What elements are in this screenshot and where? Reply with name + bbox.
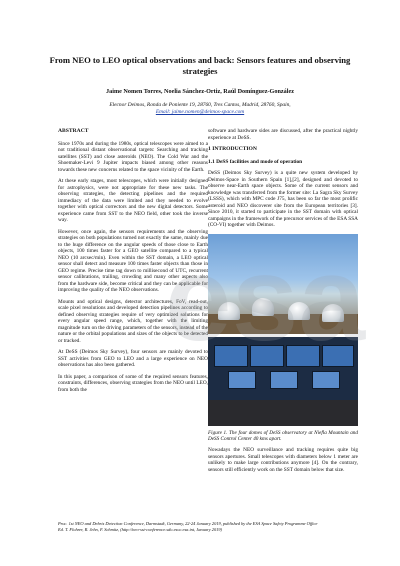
abstract-heading: ABSTRACT (58, 128, 89, 134)
control-screen (312, 371, 340, 389)
author-email-link[interactable]: Email: jaime.nomen@deimos-space.com (155, 109, 245, 115)
affiliation-address: Elecnor Deimos, Ronda de Poniente 19, 28760, Tres Cantos, Madrid, 28760, Spain, (109, 102, 291, 108)
control-desk (208, 400, 358, 426)
abstract-paragraph: At DeSS (Deimos Sky Survey), four sensors are mainly devoted to SST activities from GEO to LEO and a large experience on NEO observations has also been gathered. (58, 349, 208, 368)
control-screen (228, 371, 256, 389)
abstract-paragraph: However, once again, the sensors requirements and the observing strategies on both populations turned not exactly the same, mainly due to the huge difference on the angular speeds of those close to Earth objects, 100 times faster for a GEO satellite compared to a typical NEO (10 arcsec/min). Even within the SST domain, a LEO optical sensor shall detect and measure 100 times faster objects than those in GEO regime. Precise time tag down to millisecond of UTC, recurrent sensor calibrations, trailing, crowding and many other aspects also from the hardware side, become critical and they can be applicable for improving the quality of the NEO observations. (58, 228, 208, 293)
abstract-paragraph: At these early stages, most telescopes, which were initially designed for astrophysics, were not appropriate for these new tasks. The observing strategies, the detecting pipelines and the required immediacy of the data were limited and they needed to evolve together with optical correctors and the new digital detectors. Some experience came from SST to the NEO field, other took the inverse way. (58, 178, 208, 223)
control-screen (322, 345, 354, 367)
control-center-photo (208, 337, 358, 426)
observatory-domes-photo (208, 234, 358, 334)
figure-1-caption: Figure 1. The four domes of DeSS observatory at Niefla Mountain and DeSS Control Center 40 kms apart. (208, 429, 358, 442)
dome-1 (218, 302, 240, 320)
affiliation (40, 102, 360, 116)
figure-1 (208, 234, 358, 426)
dome-4 (322, 304, 344, 322)
abstract-paragraph: Mounts and optical designs, detector architectures, FoV, read-out, scale pixel resolutions and developed detection pipelines according to defined observing strategies require of very optimized solutions for every angular speed range, which, together with the limiting magnitude turn on the driving parameters of the sensors, instead of the nature or the orbital populations and sizes of the objects to be detected or tracked. (58, 298, 208, 344)
paper-authors: Jaime Nomen Torres, Noelia Sánchez-Ortiz, Raúl Domínguez-González (106, 88, 294, 95)
control-screen (250, 345, 284, 367)
control-screen (286, 345, 320, 367)
abstract-paragraph: Since 1970s and during the 1980s, optical telescopes were aimed to a not traditional distant observational targets: Searching and tracking satellites (SST) and close asteroids (NEO). The Cold War and the Shoemaker-Levi 9 Jupiter impacts biased among other reasons towards these new concerns related to the space vicinity of the Earth. (58, 140, 208, 173)
subsection-heading-facilities: 1.1 DeSS facilities and mode of operation (208, 158, 303, 165)
dome-2 (252, 298, 274, 316)
page-footer (58, 521, 358, 533)
abstract-paragraph: In this paper, a comparison of some of the required sensors features, constraints, differences, observing strategies from the NEO until LEO, from both the (58, 373, 208, 393)
watermark-text: esa (164, 235, 366, 365)
footer-editors: Ed. T. Flohrer, R. Jehn, F. Schmitz, (http://neo-sst-conference.sdo.esoc.esa.int, January 2019) (58, 527, 223, 532)
control-screen (214, 345, 248, 367)
abstract-continuation: software and hardware sides are discussed, after the practical nightly experience at DeSS. (208, 128, 358, 141)
control-screen (270, 371, 298, 389)
left-column (58, 128, 208, 398)
paper-title: From NEO to LEO optical observations and back: Sensors features and observing strategies (49, 55, 351, 76)
body-paragraph: Nowadays the NEO surveillance and tracking requires quite big sensors apertures. Small telescopes with diameters below 1 meter are unlikely to make large contributions anymore [4]. On the contrary, sensors still efficiently work on the SST domain below that size. (208, 447, 358, 473)
section-heading-introduction: 1 INTRODUCTION (208, 146, 257, 152)
footer-proceedings: Proc. 1st NEO and Debris Detection Conference, Darmstadt, Germany, 22-24 January 2019, published by the ESA Space Safety Programme Office (58, 521, 318, 526)
right-column (208, 128, 358, 478)
intro-paragraph: DeSS (Deimos Sky Survey) is a quite new system developed by Deimos-Space in Southern Spain [1],[2], designed and devoted to observe near-Earth space objects. Some of the current sensors and knowledge was transferred from the former site: La Sagra Sky Survey (LSSS), which with MPC code J75, has been so far the most prolific asteroid and NEO discoverer site from the European territories [3]. Since 2010, it started to participate in the SST domain with optical campaigns in the framework of the precursor services of the ESA SSA (CO-VI) together with Deimos. (208, 170, 358, 228)
dome-3 (288, 302, 310, 320)
